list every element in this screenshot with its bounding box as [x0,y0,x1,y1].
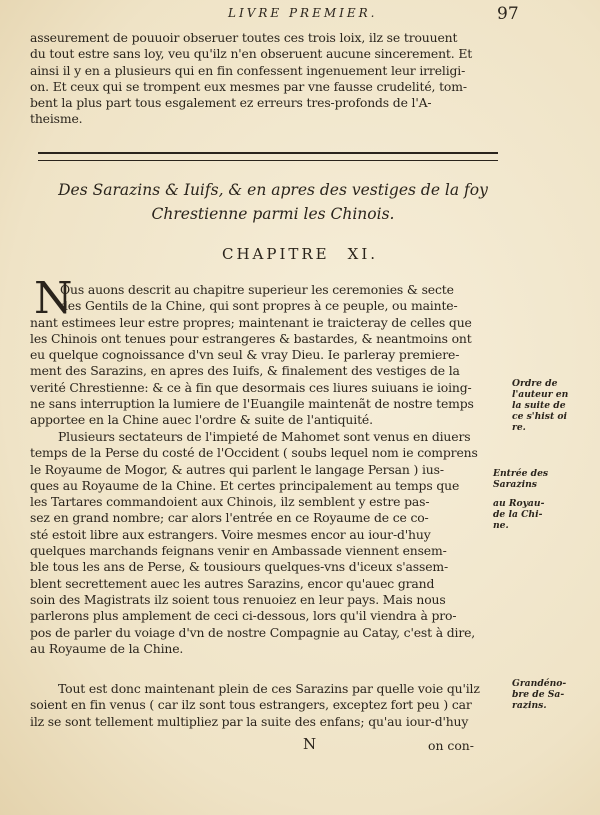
text-line: soient en fin venus ( car ilz sont tous estrangers, exceptez fort peu ) car [30,697,472,713]
text-line: apportee en la Chine auec l'ordre & suite de l'antiquité. [30,412,373,428]
text-line: parlerons plus amplement de ceci ci-dessous, lors qu'il viendra à pro- [30,608,457,624]
text-line: des Gentils de la Chine, qui sont propres à ce peuple, ou mainte- [60,298,458,314]
text-line: bent la plus part tous esgalement ez erreurs tres-profonds de l'A- [30,95,432,111]
text-line: ble tous les ans de Perse, & tousiours quelques-vns d'iceux s'assem- [30,559,449,575]
text-line: les Chinois ont tenues pour estrangeres & bastardes, & neantmoins ont [30,330,472,346]
text-line: quelques marchands feignans venir en Ambassade viennent ensem- [30,543,447,559]
text-line: blent secrettement auec les autres Sarazins, encor qu'auec grand [30,575,435,591]
text-line: on. Et ceux qui se trompent eux mesmes par vne fausse crudelité, tom- [30,78,467,94]
opening-paragraph [30,30,510,128]
drop-cap: N [34,273,73,324]
text-line: sez en grand nombre; car alors l'entrée en ce Royaume de ce co- [30,510,429,526]
text-line: eu quelque cognoissance d'vn seul & vray Dieu. Ie parleray premiere- [30,347,460,363]
text-line: sté estoit libre aux estrangers. Voire mesmes encor au iour-d'huy [30,526,431,542]
text-line: du tout estre sans loy, veu qu'ilz n'en obseruent aucune sincerement. Et [30,46,473,62]
running-head-title: LIVRE PREMIER. [228,6,378,20]
text-line: temps de la Perse du costé de l'Occident ( soubs lequel nom ie comprens [30,445,478,461]
text-line: pos de parler du voiage d'vn de nostre Compagnie au Catay, c'est à dire, [30,624,476,640]
signature-mark: N [303,735,317,753]
text-line: asseurement de pouuoir obseruer toutes ces trois loix, ilz se trouuent [30,30,458,45]
text-line: Tout est donc maintenant plein de ces Sarazins par quelle voie qu'ilz [58,681,480,696]
text-line: soin des Magistrats ilz soient tous renuoiez en leur pays. Mais nous [30,591,446,607]
page-number: 97 [497,4,519,24]
text-line: theisme. [30,111,83,127]
text-line: ainsi il y en a plusieurs qui en fin confessent ingenuement leur irreligi- [30,62,466,78]
margin-note: Entrée des Sarazins au Royau- de la Chi- ne. [493,468,549,531]
text-line: nant estimees leur estre propres; maintenant ie traicteray de celles que [30,314,472,330]
paragraph [30,282,505,429]
text-line: au Royaume de la Chine. [30,640,184,656]
paragraph [30,429,505,657]
margin-note: Grandéno- bre de Sa- razins. [512,678,567,711]
text-line: Ous auons descrit au chapitre superieur les ceremonies & secte [60,282,454,297]
section-heading-line: Des Sarazins & Iuifs, & en apres des vestiges de la foy [58,181,488,199]
running-head [0,6,600,26]
section-heading [28,178,518,226]
text-line: ques au Royaume de la Chine. Et certes principalement au temps que [30,477,460,493]
section-divider [38,152,498,161]
catchword: on con- [428,738,474,753]
text-line: le Royaume de Mogor, & autres qui parlent le langage Persan ) ius- [30,461,444,477]
margin-note: Ordre de l'auteur en la suite de ce s'hist oi re. [512,378,569,433]
chapter-title [0,245,600,263]
paragraph [30,681,505,730]
text-line: verité Chrestienne: & ce à fin que desormais ces liures suiuans ie ioing- [30,379,472,395]
text-line: ne sans interruption la lumiere de l'Euangile maintenãt de nostre temps [30,396,474,412]
text-line: ment des Sarazins, en apres des Iuifs, & finalement des vestiges de la [30,363,460,379]
text-line: les Tartares commandoient aux Chinois, ilz semblent y estre pas- [30,494,430,510]
text-line: Plusieurs sectateurs de l'impieté de Mahomet sont venus en diuers [58,429,471,444]
section-heading-line: Chrestienne parmi les Chinois. [151,205,395,223]
chapter-number: XI. [347,245,379,263]
text-line: ilz se sont tellement multipliez par la suite des enfans; qu'au iour-d'huy [30,713,469,729]
chapter-label: CHAPITRE [221,245,330,263]
